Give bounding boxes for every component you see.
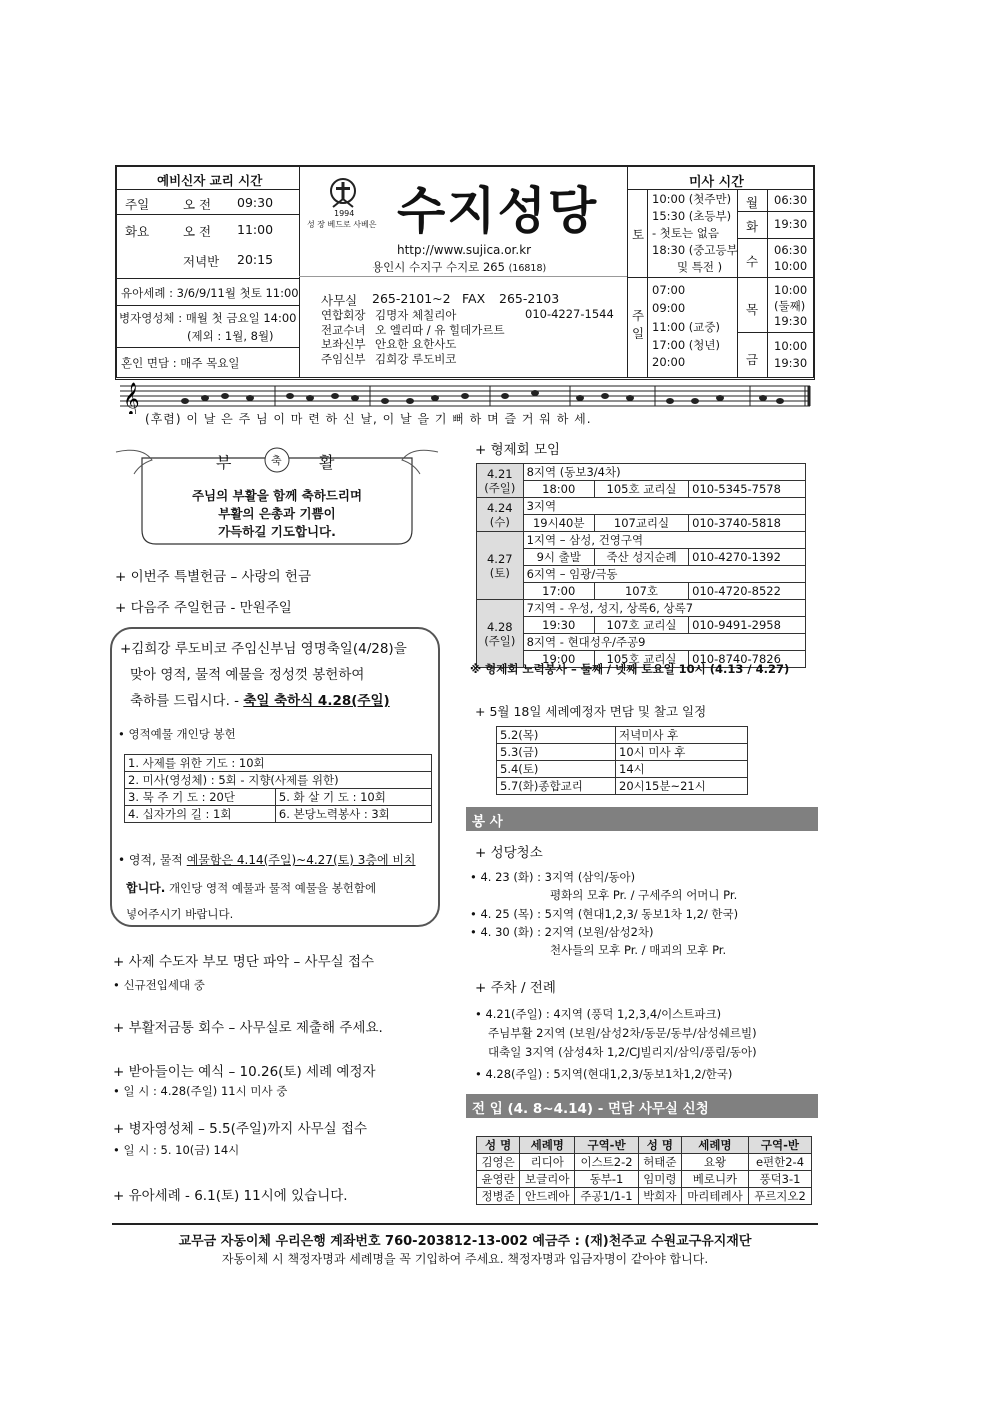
cleaning-title: + 성당청소 [475, 845, 543, 861]
weekday-mass-time: 06:30 [774, 193, 808, 207]
meeting-area: 3지역 [523, 498, 805, 515]
meeting-phone: 010-4720-8522 [689, 583, 806, 600]
baptism-interview-table [496, 726, 748, 795]
cleaning-item: • 4. 23 (화) : 3지역 (삼익/동아) [470, 870, 636, 884]
easter-title-mid: 축 [271, 454, 282, 467]
logo-caption: 성 장 베드로 사베은 [307, 220, 377, 229]
catechumen-ampm: 저녁반 [183, 254, 220, 269]
offering-cell: 2. 미사(영성체) : 5회 - 지향(사제를 위한) [125, 772, 432, 789]
parking-item: • 4.28(주일) : 5지역(현대1,2,3/동보1차1,2/한국) [475, 1067, 733, 1081]
baptism-interview-title: + 5월 18일 세례예정자 면담 및 찰고 일정 [475, 704, 707, 719]
sun-mass-time: 07:00 [652, 283, 686, 297]
staff-name: 오 엘리따 / 유 힐데가르트 [375, 323, 505, 337]
interview-time: 14시 [616, 761, 748, 778]
weekday-mass-time: 10:00 [774, 259, 808, 273]
meeting-date: 4.24 (수) [477, 498, 524, 532]
sat-mass-time: 15:30 (초등부) [652, 209, 732, 223]
weekday-mass-time: 19:30 [774, 356, 808, 370]
staff-name: 김희강 루도비코 [375, 352, 457, 366]
cleaning-item: 천사들의 모후 Pr. / 매괴의 모후 Pr. [550, 943, 727, 957]
sat-mass-time: 10:00 (첫주만) [652, 192, 732, 206]
footer-note: 자동이체 시 책정자명과 세례명을 꼭 기입하여 주세요. 책정자명과 입금자명이 같아야 합니다. [221, 1252, 709, 1266]
meeting-place: 105호 교리실 [594, 481, 688, 498]
feast-line: 맞아 영적, 물적 예물을 정성껏 봉헌하여 [130, 667, 365, 683]
newcomer-cell: 마리테레사 [681, 1188, 748, 1205]
meeting-area: 8지역 (동보3/4차) [523, 464, 805, 481]
footer-account: 교무금 자동이체 우리은행 계좌번호 760-203812-13-002 예금주 : (재)천주교 수원교구유지재단 [178, 1234, 752, 1249]
fax-number: 265-2103 [499, 291, 560, 306]
offering-cell: 5. 화 살 기 도 : 10회 [275, 789, 431, 806]
sun-label: 주일 [632, 308, 645, 341]
catechumen-ampm: 오 전 [183, 224, 212, 239]
interview-time: 저녁미사 후 [616, 727, 748, 744]
newcomer-cell: 보글리아 [520, 1171, 575, 1188]
sat-mass-time: 18:30 (중고등부 [652, 243, 738, 257]
hymn-lyrics: (후렴) 이 날 은 주 님 이 마 련 하 신 날, 이 날 을 기 뻐 하 며 즐 거 워 하 세. [145, 412, 592, 426]
staff-name: 김명자 체칠리아 [375, 308, 457, 322]
easter-line: 주님의 부활을 함께 축하드리며 [191, 488, 363, 503]
meeting-area: 7지역 - 우성, 성지, 상록6, 상록7 [523, 600, 805, 617]
parking-item: • 4.21(주일) : 4지역 (풍덕 1,2,3,4/이스트파크) [475, 1007, 722, 1021]
notice-sub: • 신규전입세대 중 [113, 978, 205, 992]
newcomer-cell: 안드레아 [520, 1188, 575, 1205]
meeting-phone: 010-5345-7578 [689, 481, 806, 498]
brothers-title: + 형제회 모임 [475, 442, 561, 458]
sat-label: 토 [632, 227, 645, 242]
newcomers-header: 세례명 [681, 1137, 748, 1154]
easter-title-right: 활 [319, 453, 335, 472]
offering-cell: 4. 십자가의 길 : 1회 [125, 806, 276, 823]
office-phone: 265-2101~2 [372, 291, 451, 306]
weekday-mass-time: (둘째) [774, 299, 806, 313]
meeting-date: 4.21 (주일) [477, 464, 524, 498]
parking-item: 주님부활 2지역 (보원/삼성2차/동문/동부/삼성쉐르빌) [488, 1026, 757, 1040]
bulletin-header [115, 165, 815, 380]
sun-mass-time: 20:00 [652, 355, 686, 369]
newcomer-cell: 정병준 [477, 1188, 520, 1205]
parish-url[interactable]: http://www.sujica.or.kr [397, 243, 532, 257]
meeting-date: 4.28 (주일) [477, 600, 524, 668]
catechumen-day: 화요 [125, 224, 150, 239]
meeting-area: 1지역 – 삼성, 건영구역 [523, 532, 805, 549]
newcomers-header: 세례명 [520, 1137, 575, 1154]
sat-mass-time: - 첫토는 없음 [652, 226, 720, 240]
catechumen-title: 예비신자 교리 시간 [157, 173, 263, 188]
feast-note: 넣어주시기 바랍니다. [126, 907, 234, 921]
meeting-date: 4.27 (토) [477, 532, 524, 600]
meeting-area: 6지역 – 임광/극동 [523, 566, 805, 583]
office-label: 사무실 [321, 293, 358, 308]
interview-date: 5.7(화)종합교리 [497, 778, 616, 795]
parking-item: 대축일 3지역 (삼성4차 1,2/CJ빌리지/삼익/풍림/동아) [488, 1045, 757, 1059]
parking-title: + 주차 / 전례 [475, 980, 556, 996]
cleaning-item: • 4. 30 (화) : 2지역 (보원/삼성2차) [470, 925, 654, 939]
notice-sub: • 일 시 : 4.28(주일) 11시 미사 중 [113, 1084, 288, 1098]
staff-role: 보좌신부 [321, 337, 366, 351]
weekday-label: 화 [746, 219, 759, 234]
notice-title: + 받아들이는 예식 – 10.26(토) 세례 예정자 [113, 1064, 376, 1080]
catechumen-time: 09:30 [237, 195, 274, 210]
easter-line: 가득하길 기도합니다. [218, 524, 336, 539]
interview-date: 5.3(금) [497, 744, 616, 761]
weekday-label: 금 [746, 352, 759, 367]
cleaning-item: 평화의 모후 Pr. / 구세주의 어머니 Pr. [550, 888, 738, 902]
meeting-time: 19:00 [523, 651, 594, 668]
music-staff-icon [115, 380, 815, 414]
brothers-note: ※ 형제회 노력봉사 – 둘째 / 넷째 토요일 10시 (4.13 / 4.27) [470, 662, 790, 676]
sun-mass-time: 17:00 (청년) [652, 338, 720, 352]
meeting-place: 105호 교리실 [594, 651, 688, 668]
meeting-place: 죽산 성지순례 [594, 549, 688, 566]
newcomer-cell: 요왕 [681, 1154, 748, 1171]
easter-greeting [112, 444, 442, 548]
newcomer-cell: e편한2-4 [748, 1154, 811, 1171]
cleaning-item: • 4. 25 (목) : 5지역 (현대1,2,3/ 동보1차 1,2/ 한국) [470, 907, 739, 921]
weekday-label: 수 [746, 254, 759, 269]
easter-line: 부활의 은총과 기쁨이 [218, 506, 336, 521]
meeting-phone: 010-8740-7826 [689, 651, 806, 668]
weekday-mass-time: 19:30 [774, 217, 808, 231]
svg-text:𝄞: 𝄞 [123, 382, 140, 414]
sun-mass-time: 11:00 (교중) [652, 320, 720, 334]
newcomer-cell: 박희자 [638, 1188, 681, 1205]
meeting-time: 19시40분 [523, 515, 594, 532]
weekday-mass-time: 19:30 [774, 314, 808, 328]
catechumen-day: 주일 [125, 197, 150, 212]
sat-mass-time: 및 특전 ) [677, 260, 723, 274]
mass-title: 미사 시간 [689, 175, 744, 190]
notice-sub: • 일 시 : 5. 10(금) 14시 [113, 1143, 240, 1157]
newcomer-cell: 허태준 [638, 1154, 681, 1171]
staff-role: 주임신부 [321, 352, 366, 366]
offering-table [124, 754, 432, 823]
footer-divider [112, 1223, 818, 1225]
meeting-place: 107호 [594, 583, 688, 600]
offering-cell: 6. 본당노력봉사 : 3회 [275, 806, 431, 823]
newcomer-cell: 리디아 [520, 1154, 575, 1171]
newcomer-cell: 임미령 [638, 1171, 681, 1188]
meeting-place: 107호 교리실 [594, 617, 688, 634]
weekday-mass-time: 06:30 [774, 243, 808, 257]
meeting-phone: 010-3740-5818 [689, 515, 806, 532]
staff-role: 연합회장 [321, 308, 366, 322]
newcomer-cell: 주공1/1-1 [575, 1188, 638, 1205]
meeting-phone: 010-9491-2958 [689, 617, 806, 634]
newcomers-header: 성 명 [638, 1137, 681, 1154]
sick-communion-note: (제외 : 1월, 8월) [187, 329, 274, 343]
notice-title: + 부활저금통 회수 – 사무실로 제출해 주세요. [113, 1020, 383, 1036]
sick-communion: 병자영성체 : 매월 첫 금요일 14:00 [119, 311, 297, 325]
meeting-place: 107교리실 [594, 515, 688, 532]
staff-role: 전교수녀 [321, 323, 366, 337]
feast-line: 축하를 드립시다. - 축일 축하식 4.28(주일) [130, 693, 390, 709]
meeting-time: 19:30 [523, 617, 594, 634]
interview-date: 5.4(토) [497, 761, 616, 778]
weekday-label: 월 [746, 195, 759, 210]
newcomer-cell: 풍덕3-1 [748, 1171, 811, 1188]
weekday-label: 목 [746, 302, 759, 317]
parish-address: 용인시 수지구 수지로 265 (16818) [372, 260, 547, 274]
interview-date: 5.2(목) [497, 727, 616, 744]
brothers-table [476, 463, 806, 668]
newcomers-header: 성 명 [477, 1137, 520, 1154]
staff-name: 안요한 요한사도 [375, 337, 457, 351]
interview-time: 10시 미사 후 [616, 744, 748, 761]
meeting-time: 9시 출발 [523, 549, 594, 566]
interview-time: 20시15분~21시 [616, 778, 748, 795]
notice-special-collection: + 이번주 특별헌금 – 사랑의 헌금 [115, 569, 312, 585]
newcomer-cell: 베로니카 [681, 1171, 748, 1188]
easter-title-left: 부 [216, 453, 232, 472]
notice-title: + 유아세례 - 6.1(토) 11시에 있습니다. [113, 1188, 348, 1204]
logo-year: 1994 [334, 209, 355, 218]
weekday-mass-time: 10:00 [774, 283, 808, 297]
catechumen-ampm: 오 전 [183, 197, 212, 212]
newcomer-cell: 이스트2-2 [575, 1154, 638, 1171]
offering-cell: 3. 묵 주 기 도 : 20단 [125, 789, 276, 806]
sun-mass-time: 09:00 [652, 301, 686, 315]
meeting-area: 8지역 - 현대성우/주공9 [523, 634, 805, 651]
feast-line: +김희강 루도비코 주임신부님 영명축일(4/28)을 [120, 641, 407, 657]
weekday-mass-time: 10:00 [774, 339, 808, 353]
feast-box [110, 627, 440, 927]
newcomers-bar: 전 입 (4. 8~4.14) - 면담 사무실 신청 [466, 1094, 818, 1118]
meeting-phone: 010-4270-1392 [689, 549, 806, 566]
marriage-interview: 혼인 면담 : 매주 목요일 [121, 356, 240, 370]
notice-next-collection: + 다음주 주일헌금 - 만원주일 [115, 600, 292, 616]
meeting-time: 17:00 [523, 583, 594, 600]
staff-phone: 010-4227-1544 [525, 307, 614, 321]
feast-sub: • 영적예물 개인당 봉헌 [118, 727, 236, 741]
newcomer-cell: 동부-1 [575, 1171, 638, 1188]
parish-name: 수지성당 [397, 182, 599, 240]
newcomers-header: 구역-반 [748, 1137, 811, 1154]
feast-note: • 영적, 물적 예물함은 4.14(주일)~4.27(토) 3층에 비치 [118, 853, 416, 867]
newcomers-header: 구역-반 [575, 1137, 638, 1154]
meeting-time: 18:00 [523, 481, 594, 498]
hymn-staff [115, 380, 815, 428]
notice-title: + 사제 수도자 부모 명단 파악 – 사무실 접수 [113, 954, 375, 970]
feast-note: 합니다. 개인당 영적 예물과 물적 예물을 봉헌함에 [126, 881, 377, 895]
newcomer-cell: 윤영란 [477, 1171, 520, 1188]
catechumen-time: 11:00 [237, 222, 274, 237]
infant-baptism: 유아세례 : 3/6/9/11월 첫토 11:00 [121, 286, 299, 300]
newcomer-cell: 푸르지오2 [748, 1188, 811, 1205]
offering-cell: 1. 사제를 위한 기도 : 10회 [125, 755, 432, 772]
service-bar: 봉 사 [466, 807, 818, 831]
newcomer-cell: 김영은 [477, 1154, 520, 1171]
catechumen-time: 20:15 [237, 252, 274, 267]
newcomers-table [476, 1136, 812, 1205]
notice-title: + 병자영성체 – 5.5(주일)까지 사무실 접수 [113, 1121, 368, 1137]
fax-label: FAX [462, 291, 486, 306]
